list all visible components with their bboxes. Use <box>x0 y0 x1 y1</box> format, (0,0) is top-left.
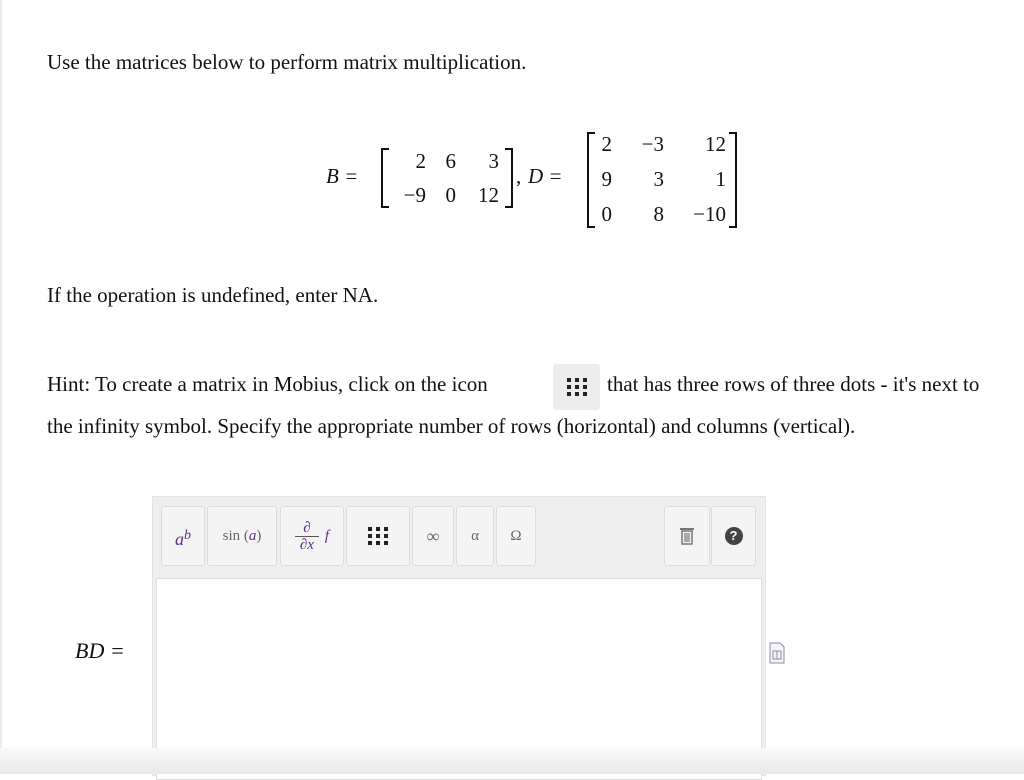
help-icon: ? <box>725 527 743 545</box>
infinity-tool[interactable]: ∞ <box>412 506 454 566</box>
hint-line-1-after: that has three rows of three dots - it's next to <box>607 372 980 396</box>
calculus-tool[interactable] <box>280 506 344 566</box>
hint-line-1: Hint: To create a matrix in Mobius, click on the icon <box>47 372 488 396</box>
answer-label: BD = <box>75 638 125 663</box>
matrix-d-cell: −10 <box>693 202 726 226</box>
matrix-d-cell: 9 <box>601 167 612 191</box>
matrix-d-cell: 3 <box>653 167 664 191</box>
matrix-tool[interactable] <box>346 506 410 566</box>
bottom-shadow <box>0 748 1024 774</box>
matrix-icon-inline <box>553 364 600 410</box>
matrix-d-right-bracket <box>729 132 737 228</box>
function-f: f <box>324 527 330 544</box>
matrix-b-left-bracket <box>381 148 389 208</box>
undefined-note: If the operation is undefined, enter NA. <box>47 283 379 307</box>
function-tool[interactable]: sin ( a ) <box>207 506 277 566</box>
matrix-b-cell: 6 <box>445 149 456 173</box>
exponent-b: b <box>184 528 191 543</box>
matrix-b-right-bracket <box>505 148 513 208</box>
matrix-dots-icon <box>565 376 589 398</box>
hint-line-2: the infinity symbol. Specify the appropriate number of rows (horizontal) and columns (vertical). <box>47 414 856 438</box>
matrix-b-cell: 12 <box>478 183 499 207</box>
trash-button[interactable] <box>664 506 710 566</box>
matrix-d-cell: 12 <box>705 132 726 156</box>
matrix-d-label: D = <box>528 164 563 188</box>
matrix-d-cell: −3 <box>641 132 664 156</box>
symbol-tool[interactable]: Ω <box>496 506 536 566</box>
base-a: a <box>175 528 184 549</box>
help-button[interactable] <box>711 506 756 566</box>
partial-numerator: ∂ <box>303 519 311 536</box>
matrix-d-cell: 1 <box>715 167 726 191</box>
partial-fraction <box>295 520 319 553</box>
matrix-grid-icon <box>366 525 390 547</box>
matrix-b-label: B = <box>326 164 359 188</box>
left-border <box>0 0 2 774</box>
sin-text: sin <box>222 527 241 544</box>
matrix-b-cell: 0 <box>445 183 456 207</box>
matrix-d-cell: 0 <box>601 202 612 226</box>
partial-denominator: ∂x <box>295 536 319 553</box>
document-icon[interactable] <box>768 642 786 664</box>
sin-arg: a <box>248 527 257 544</box>
matrix-d-cell: 8 <box>653 202 664 226</box>
matrix-b-cell: 2 <box>415 149 426 173</box>
matrix-d-cell: 2 <box>601 132 612 156</box>
math-editor <box>152 496 766 776</box>
exponent-tool[interactable] <box>161 506 205 566</box>
greek-tool[interactable]: α <box>456 506 494 566</box>
matrix-b-cell: 3 <box>488 149 499 173</box>
matrix-b-cell: −9 <box>403 183 426 207</box>
trash-icon <box>679 527 695 545</box>
matrix-comma: , <box>516 164 522 188</box>
question-instruction: Use the matrices below to perform matrix multiplication. <box>47 50 527 74</box>
